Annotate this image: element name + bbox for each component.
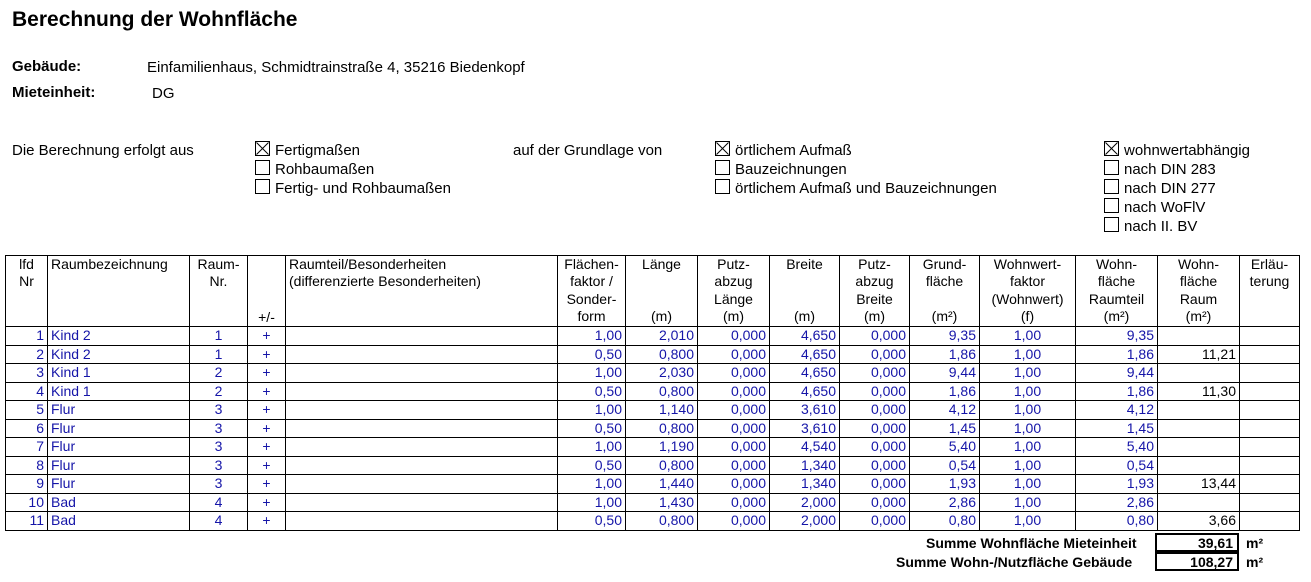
- table-row: [6, 456, 1300, 475]
- table-header-row: [6, 256, 1300, 327]
- cell-pl: 0,000: [698, 364, 770, 383]
- cell-pm: +: [248, 401, 286, 420]
- cell-teil: [286, 493, 558, 512]
- col-wohnflaeche-raumteil: Wohn- fläche Raumteil (m²): [1076, 256, 1158, 327]
- cell-laenge: 1,140: [626, 401, 698, 420]
- table-row: [6, 327, 1300, 346]
- cell-ff: 0,50: [558, 512, 626, 531]
- cell-wt: 9,35: [1076, 327, 1158, 346]
- mieteinheit-value: DG: [152, 85, 175, 102]
- basis-options: [715, 141, 997, 198]
- cell-erl: [1240, 493, 1300, 512]
- cell-nr: 5: [6, 401, 48, 420]
- cell-teil: [286, 438, 558, 457]
- cell-raumnr: 2: [190, 364, 248, 383]
- table-row: [6, 438, 1300, 457]
- cell-pl: 0,000: [698, 327, 770, 346]
- cell-pm: +: [248, 327, 286, 346]
- col-lfd: lfd Nr: [6, 256, 48, 327]
- cell-teil: [286, 345, 558, 364]
- cell-pm: +: [248, 493, 286, 512]
- cell-pl: 0,000: [698, 401, 770, 420]
- col-putz-laenge: Putz- abzug Länge (m): [698, 256, 770, 327]
- cell-pb: 0,000: [840, 401, 910, 420]
- cell-breite: 2,000: [770, 493, 840, 512]
- cell-pb: 0,000: [840, 364, 910, 383]
- cell-wt: 4,12: [1076, 401, 1158, 420]
- cell-ww: 1,00: [980, 401, 1076, 420]
- cell-teil: [286, 456, 558, 475]
- basis-label: auf der Grundlage von: [513, 142, 663, 159]
- cell-pb: 0,000: [840, 493, 910, 512]
- method-option[interactable]: wohnwertabhängig: [1104, 141, 1250, 160]
- cell-erl: [1240, 382, 1300, 401]
- cell-ww: 1,00: [980, 345, 1076, 364]
- cell-raum: Flur: [48, 419, 190, 438]
- cell-laenge: 0,800: [626, 419, 698, 438]
- cell-breite: 4,650: [770, 345, 840, 364]
- cell-raumnr: 2: [190, 382, 248, 401]
- method-option[interactable]: nach DIN 277: [1104, 179, 1250, 198]
- cell-wr: [1158, 438, 1240, 457]
- checkbox-icon[interactable]: [1104, 198, 1119, 213]
- cell-ww: 1,00: [980, 364, 1076, 383]
- basis-option[interactable]: örtlichem Aufmaß: [715, 141, 997, 160]
- cell-breite: 4,540: [770, 438, 840, 457]
- cell-ff: 0,50: [558, 456, 626, 475]
- sum-building-unit: m²: [1246, 554, 1264, 570]
- cell-pl: 0,000: [698, 456, 770, 475]
- checkbox-checked-icon[interactable]: [1104, 141, 1119, 156]
- cell-ww: 1,00: [980, 419, 1076, 438]
- sum-building-value: 108,27: [1155, 552, 1239, 571]
- cell-breite: 4,650: [770, 382, 840, 401]
- gebaeude-value: Einfamilienhaus, Schmidtrainstraße 4, 35216 Biedenkopf: [147, 59, 525, 76]
- cell-wr: [1158, 401, 1240, 420]
- cell-teil: [286, 382, 558, 401]
- cell-nr: 2: [6, 345, 48, 364]
- cell-erl: [1240, 327, 1300, 346]
- cell-nr: 10: [6, 493, 48, 512]
- cell-wr: 3,66: [1158, 512, 1240, 531]
- cell-ff: 0,50: [558, 382, 626, 401]
- cell-raum: Kind 1: [48, 382, 190, 401]
- table-row: [6, 401, 1300, 420]
- cell-ff: 1,00: [558, 327, 626, 346]
- col-pm: +/-: [248, 256, 286, 327]
- gebaeude-label: Gebäude:: [12, 58, 82, 75]
- table-row: [6, 382, 1300, 401]
- cell-wr: [1158, 456, 1240, 475]
- page-title: Berechnung der Wohnfläche: [12, 8, 298, 31]
- cell-wt: 1,93: [1076, 475, 1158, 494]
- cell-laenge: 2,010: [626, 327, 698, 346]
- cell-gf: 2,86: [910, 493, 980, 512]
- col-erlaeuterung: Erläu- terung: [1240, 256, 1300, 327]
- cell-raum: Flur: [48, 438, 190, 457]
- cell-wt: 1,86: [1076, 345, 1158, 364]
- cell-raumnr: 3: [190, 438, 248, 457]
- cell-wt: 2,86: [1076, 493, 1158, 512]
- cell-ww: 1,00: [980, 382, 1076, 401]
- cell-pb: 0,000: [840, 419, 910, 438]
- cell-erl: [1240, 364, 1300, 383]
- cell-pm: +: [248, 475, 286, 494]
- cell-pm: +: [248, 345, 286, 364]
- checkbox-icon[interactable]: [1104, 160, 1119, 175]
- table-row: [6, 345, 1300, 364]
- checkbox-icon[interactable]: [715, 160, 730, 175]
- cell-wt: 1,86: [1076, 382, 1158, 401]
- cell-pm: +: [248, 382, 286, 401]
- checkbox-checked-icon[interactable]: [715, 141, 730, 156]
- sum-unit-value: 39,61: [1155, 533, 1239, 552]
- sum-unit-unit: m²: [1246, 535, 1264, 551]
- cell-raumnr: 3: [190, 419, 248, 438]
- cell-pb: 0,000: [840, 512, 910, 531]
- cell-laenge: 1,440: [626, 475, 698, 494]
- cell-erl: [1240, 512, 1300, 531]
- cell-laenge: 2,030: [626, 364, 698, 383]
- cell-breite: 1,340: [770, 475, 840, 494]
- cell-laenge: 0,800: [626, 512, 698, 531]
- cell-wr: [1158, 419, 1240, 438]
- basis-option[interactable]: örtlichem Aufmaß und Bauzeichnungen: [715, 179, 997, 198]
- checkbox-icon[interactable]: [255, 160, 270, 175]
- cell-nr: 3: [6, 364, 48, 383]
- cell-raumnr: 1: [190, 345, 248, 364]
- cell-gf: 0,80: [910, 512, 980, 531]
- cell-wt: 5,40: [1076, 438, 1158, 457]
- cell-raum: Flur: [48, 401, 190, 420]
- table-row: [6, 493, 1300, 512]
- col-laenge: Länge (m): [626, 256, 698, 327]
- cell-laenge: 0,800: [626, 382, 698, 401]
- cell-erl: [1240, 438, 1300, 457]
- cell-pl: 0,000: [698, 438, 770, 457]
- cell-gf: 1,86: [910, 382, 980, 401]
- cell-breite: 4,650: [770, 327, 840, 346]
- cell-ww: 1,00: [980, 438, 1076, 457]
- cell-ww: 1,00: [980, 493, 1076, 512]
- table-row: [6, 512, 1300, 531]
- sum-unit-label: Summe Wohnfläche Mieteinheit: [926, 535, 1137, 551]
- col-raumteil: Raumteil/Besonderheiten (differenzierte Besonderheiten): [286, 256, 558, 327]
- cell-pm: +: [248, 364, 286, 383]
- cell-teil: [286, 401, 558, 420]
- cell-teil: [286, 475, 558, 494]
- col-flaechenfaktor: Flächen- faktor / Sonder- form: [558, 256, 626, 327]
- cell-ff: 1,00: [558, 475, 626, 494]
- cell-teil: [286, 419, 558, 438]
- cell-gf: 4,12: [910, 401, 980, 420]
- cell-raum: Kind 2: [48, 327, 190, 346]
- cell-nr: 7: [6, 438, 48, 457]
- cell-pb: 0,000: [840, 327, 910, 346]
- cell-wt: 0,80: [1076, 512, 1158, 531]
- cell-ff: 1,00: [558, 493, 626, 512]
- cell-pm: +: [248, 456, 286, 475]
- table-row: [6, 419, 1300, 438]
- cell-nr: 1: [6, 327, 48, 346]
- cell-breite: 4,650: [770, 364, 840, 383]
- sum-building-label: Summe Wohn-/Nutzfläche Gebäude: [896, 554, 1133, 570]
- cell-erl: [1240, 475, 1300, 494]
- cell-raum: Flur: [48, 456, 190, 475]
- cell-ff: 1,00: [558, 438, 626, 457]
- cell-gf: 5,40: [910, 438, 980, 457]
- cell-wr: 11,30: [1158, 382, 1240, 401]
- checkbox-icon[interactable]: [715, 179, 730, 194]
- method-options: [1104, 141, 1250, 236]
- cell-ff: 0,50: [558, 345, 626, 364]
- cell-wt: 9,44: [1076, 364, 1158, 383]
- cell-pb: 0,000: [840, 382, 910, 401]
- cell-nr: 9: [6, 475, 48, 494]
- cell-laenge: 1,430: [626, 493, 698, 512]
- cell-raumnr: 3: [190, 456, 248, 475]
- cell-breite: 1,340: [770, 456, 840, 475]
- cell-wr: 11,21: [1158, 345, 1240, 364]
- cell-raum: Bad: [48, 493, 190, 512]
- cell-pl: 0,000: [698, 512, 770, 531]
- col-wohnwert: Wohnwert- faktor (Wohnwert) (f): [980, 256, 1076, 327]
- cell-erl: [1240, 401, 1300, 420]
- cell-wr: [1158, 327, 1240, 346]
- cell-nr: 11: [6, 512, 48, 531]
- cell-laenge: 0,800: [626, 456, 698, 475]
- col-wohnflaeche-raum: Wohn- fläche Raum (m²): [1158, 256, 1240, 327]
- col-raum: Raumbezeichnung: [48, 256, 190, 327]
- cell-gf: 1,93: [910, 475, 980, 494]
- method-option[interactable]: nach II. BV: [1104, 217, 1250, 236]
- cell-pl: 0,000: [698, 493, 770, 512]
- cell-pb: 0,000: [840, 456, 910, 475]
- cell-pb: 0,000: [840, 475, 910, 494]
- cell-raumnr: 4: [190, 493, 248, 512]
- calc-option[interactable]: Fertigmaßen: [255, 141, 451, 160]
- cell-raum: Kind 2: [48, 345, 190, 364]
- cell-pb: 0,000: [840, 438, 910, 457]
- area-table: [5, 255, 1300, 531]
- calc-options: [255, 141, 451, 198]
- cell-raumnr: 1: [190, 327, 248, 346]
- cell-teil: [286, 327, 558, 346]
- cell-pm: +: [248, 419, 286, 438]
- cell-wt: 0,54: [1076, 456, 1158, 475]
- cell-pl: 0,000: [698, 345, 770, 364]
- cell-gf: 9,44: [910, 364, 980, 383]
- checkbox-icon[interactable]: [255, 179, 270, 194]
- cell-ff: 1,00: [558, 401, 626, 420]
- cell-ff: 1,00: [558, 364, 626, 383]
- cell-pb: 0,000: [840, 345, 910, 364]
- cell-erl: [1240, 419, 1300, 438]
- cell-raumnr: 3: [190, 475, 248, 494]
- cell-gf: 9,35: [910, 327, 980, 346]
- basis-option[interactable]: Bauzeichnungen: [715, 160, 997, 179]
- cell-erl: [1240, 456, 1300, 475]
- cell-ww: 1,00: [980, 512, 1076, 531]
- cell-pm: +: [248, 512, 286, 531]
- cell-pl: 0,000: [698, 382, 770, 401]
- calc-label: Die Berechnung erfolgt aus: [12, 142, 194, 159]
- col-grundflaeche: Grund- fläche (m²): [910, 256, 980, 327]
- mieteinheit-label: Mieteinheit:: [12, 84, 96, 101]
- cell-pl: 0,000: [698, 419, 770, 438]
- cell-gf: 1,45: [910, 419, 980, 438]
- cell-breite: 3,610: [770, 401, 840, 420]
- cell-ff: 0,50: [558, 419, 626, 438]
- cell-wr: [1158, 364, 1240, 383]
- cell-ww: 1,00: [980, 327, 1076, 346]
- cell-wr: 13,44: [1158, 475, 1240, 494]
- cell-wt: 1,45: [1076, 419, 1158, 438]
- method-option[interactable]: nach WoFlV: [1104, 198, 1250, 217]
- cell-pm: +: [248, 438, 286, 457]
- col-breite: Breite (m): [770, 256, 840, 327]
- cell-breite: 2,000: [770, 512, 840, 531]
- checkbox-icon[interactable]: [1104, 217, 1119, 232]
- cell-laenge: 0,800: [626, 345, 698, 364]
- cell-raum: Flur: [48, 475, 190, 494]
- cell-erl: [1240, 345, 1300, 364]
- col-raumnr: Raum- Nr.: [190, 256, 248, 327]
- checkbox-icon[interactable]: [1104, 179, 1119, 194]
- cell-laenge: 1,190: [626, 438, 698, 457]
- cell-gf: 0,54: [910, 456, 980, 475]
- cell-teil: [286, 512, 558, 531]
- cell-raum: Bad: [48, 512, 190, 531]
- checkbox-checked-icon[interactable]: [255, 141, 270, 156]
- cell-nr: 6: [6, 419, 48, 438]
- cell-nr: 4: [6, 382, 48, 401]
- cell-wr: [1158, 493, 1240, 512]
- cell-nr: 8: [6, 456, 48, 475]
- cell-teil: [286, 364, 558, 383]
- method-option[interactable]: nach DIN 283: [1104, 160, 1250, 179]
- calc-option[interactable]: Fertig- und Rohbaumaßen: [255, 179, 451, 198]
- calc-option[interactable]: Rohbaumaßen: [255, 160, 451, 179]
- cell-raumnr: 3: [190, 401, 248, 420]
- cell-ww: 1,00: [980, 456, 1076, 475]
- table-row: [6, 475, 1300, 494]
- cell-ww: 1,00: [980, 475, 1076, 494]
- cell-raum: Kind 1: [48, 364, 190, 383]
- cell-raumnr: 4: [190, 512, 248, 531]
- cell-pl: 0,000: [698, 475, 770, 494]
- cell-gf: 1,86: [910, 345, 980, 364]
- table-row: [6, 364, 1300, 383]
- col-putz-breite: Putz- abzug Breite (m): [840, 256, 910, 327]
- cell-breite: 3,610: [770, 419, 840, 438]
